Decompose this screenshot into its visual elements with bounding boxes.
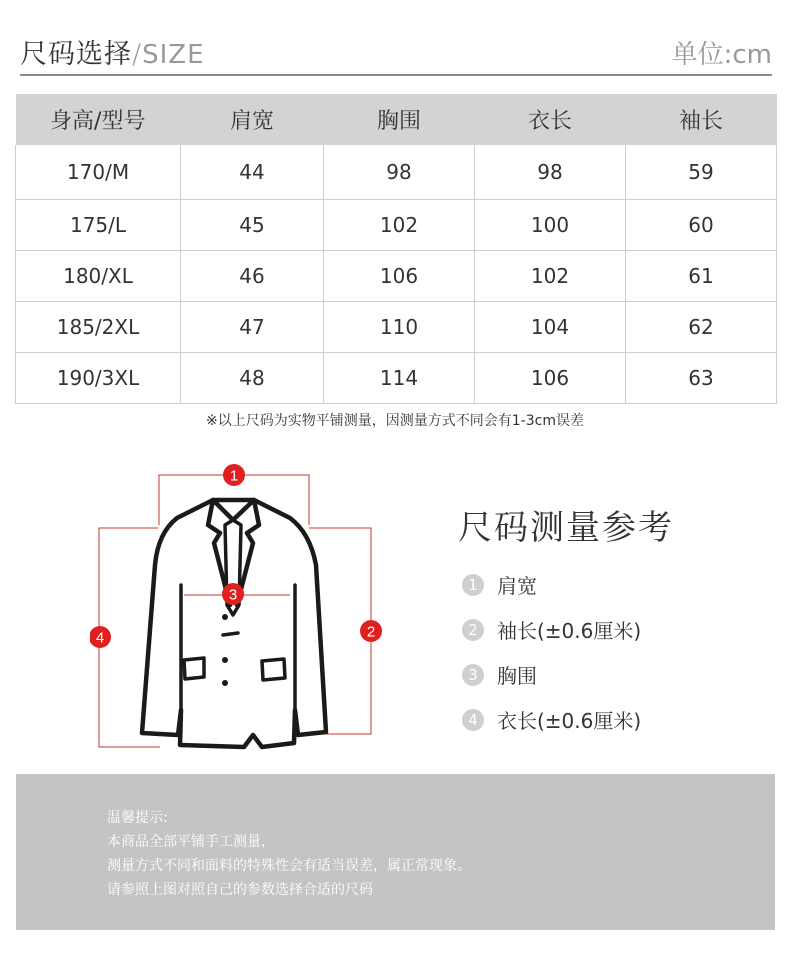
marker-1 bbox=[223, 464, 245, 486]
legend-number: 3 bbox=[462, 664, 484, 686]
table-cell: 60 bbox=[626, 200, 777, 251]
tips-box bbox=[16, 774, 775, 930]
measurement-note: ※以上尺码为实物平铺测量，因测量方式不同会有1-3cm误差 bbox=[206, 413, 584, 429]
table-cell: 47 bbox=[181, 302, 324, 353]
legend-number: 4 bbox=[462, 709, 484, 731]
column-header: 肩宽 bbox=[181, 94, 324, 145]
table-cell: 185/2XL bbox=[16, 302, 181, 353]
legend-label: 胸围 bbox=[497, 664, 537, 688]
table-cell: 114 bbox=[324, 353, 475, 404]
table-cell: 44 bbox=[181, 145, 324, 200]
title-cn: 尺码选择 bbox=[20, 39, 132, 70]
table-cell: 62 bbox=[626, 302, 777, 353]
table-row bbox=[16, 302, 777, 353]
table-cell: 102 bbox=[324, 200, 475, 251]
marker-2-label: 2 bbox=[366, 623, 376, 641]
table-row bbox=[16, 200, 777, 251]
table-row bbox=[16, 353, 777, 404]
table-cell: 102 bbox=[475, 251, 626, 302]
table-cell: 106 bbox=[475, 353, 626, 404]
legend-number: 1 bbox=[462, 574, 484, 596]
jacket-diagram bbox=[90, 455, 390, 755]
table-cell: 63 bbox=[626, 353, 777, 404]
table-cell: 59 bbox=[626, 145, 777, 200]
table-cell: 180/XL bbox=[16, 251, 181, 302]
page-header bbox=[20, 28, 772, 76]
legend-label: 衣长(±0.6厘米) bbox=[497, 709, 642, 733]
table-header-row bbox=[16, 94, 777, 145]
marker-3 bbox=[222, 583, 244, 605]
page-title bbox=[20, 32, 205, 71]
table-cell: 104 bbox=[475, 302, 626, 353]
marker-1-label: 1 bbox=[229, 467, 239, 485]
table-row bbox=[16, 251, 777, 302]
table-cell: 45 bbox=[181, 200, 324, 251]
legend-label: 袖长(±0.6厘米) bbox=[497, 619, 642, 643]
legend-number: 2 bbox=[462, 619, 484, 641]
marker-3-label: 3 bbox=[228, 586, 238, 604]
measurement-legend bbox=[462, 562, 641, 742]
column-header: 袖长 bbox=[626, 94, 777, 145]
column-header: 胸围 bbox=[324, 94, 475, 145]
table-cell: 100 bbox=[475, 200, 626, 251]
tips-line: 测量方式不同和面料的特殊性会有适当误差，属正常现象。 bbox=[107, 858, 471, 874]
marker-2 bbox=[360, 620, 382, 642]
table-row bbox=[16, 145, 777, 200]
title-en: SIZE bbox=[142, 40, 205, 70]
buttons bbox=[222, 614, 228, 686]
table-cell: 61 bbox=[626, 251, 777, 302]
tips-line: 本商品全部平铺手工测量， bbox=[107, 834, 275, 850]
legend-label: 肩宽 bbox=[497, 574, 537, 598]
table-cell: 175/L bbox=[16, 200, 181, 251]
unit-label: 单位:cm bbox=[671, 40, 772, 70]
table-cell: 110 bbox=[324, 302, 475, 353]
table-cell: 98 bbox=[324, 145, 475, 200]
legend-item bbox=[462, 652, 641, 697]
reference-title: 尺码测量参考 bbox=[458, 508, 674, 548]
table-cell: 106 bbox=[324, 251, 475, 302]
table-cell: 170/M bbox=[16, 145, 181, 200]
title-separator: / bbox=[132, 39, 143, 70]
size-table bbox=[15, 94, 777, 404]
legend-item bbox=[462, 607, 641, 652]
table-cell: 46 bbox=[181, 251, 324, 302]
marker-4 bbox=[90, 626, 111, 648]
legend-item bbox=[462, 697, 641, 742]
tips-text bbox=[107, 806, 471, 902]
column-header: 身高/型号 bbox=[16, 94, 181, 145]
jacket-icon bbox=[142, 500, 326, 747]
table-cell: 98 bbox=[475, 145, 626, 200]
table-cell: 48 bbox=[181, 353, 324, 404]
table-cell: 190/3XL bbox=[16, 353, 181, 404]
marker-4-label: 4 bbox=[95, 629, 105, 647]
legend-item bbox=[462, 562, 641, 607]
tips-line: 请参照上图对照自己的参数选择合适的尺码 bbox=[107, 882, 373, 898]
tips-line: 温馨提示: bbox=[107, 810, 168, 826]
column-header: 衣长 bbox=[475, 94, 626, 145]
